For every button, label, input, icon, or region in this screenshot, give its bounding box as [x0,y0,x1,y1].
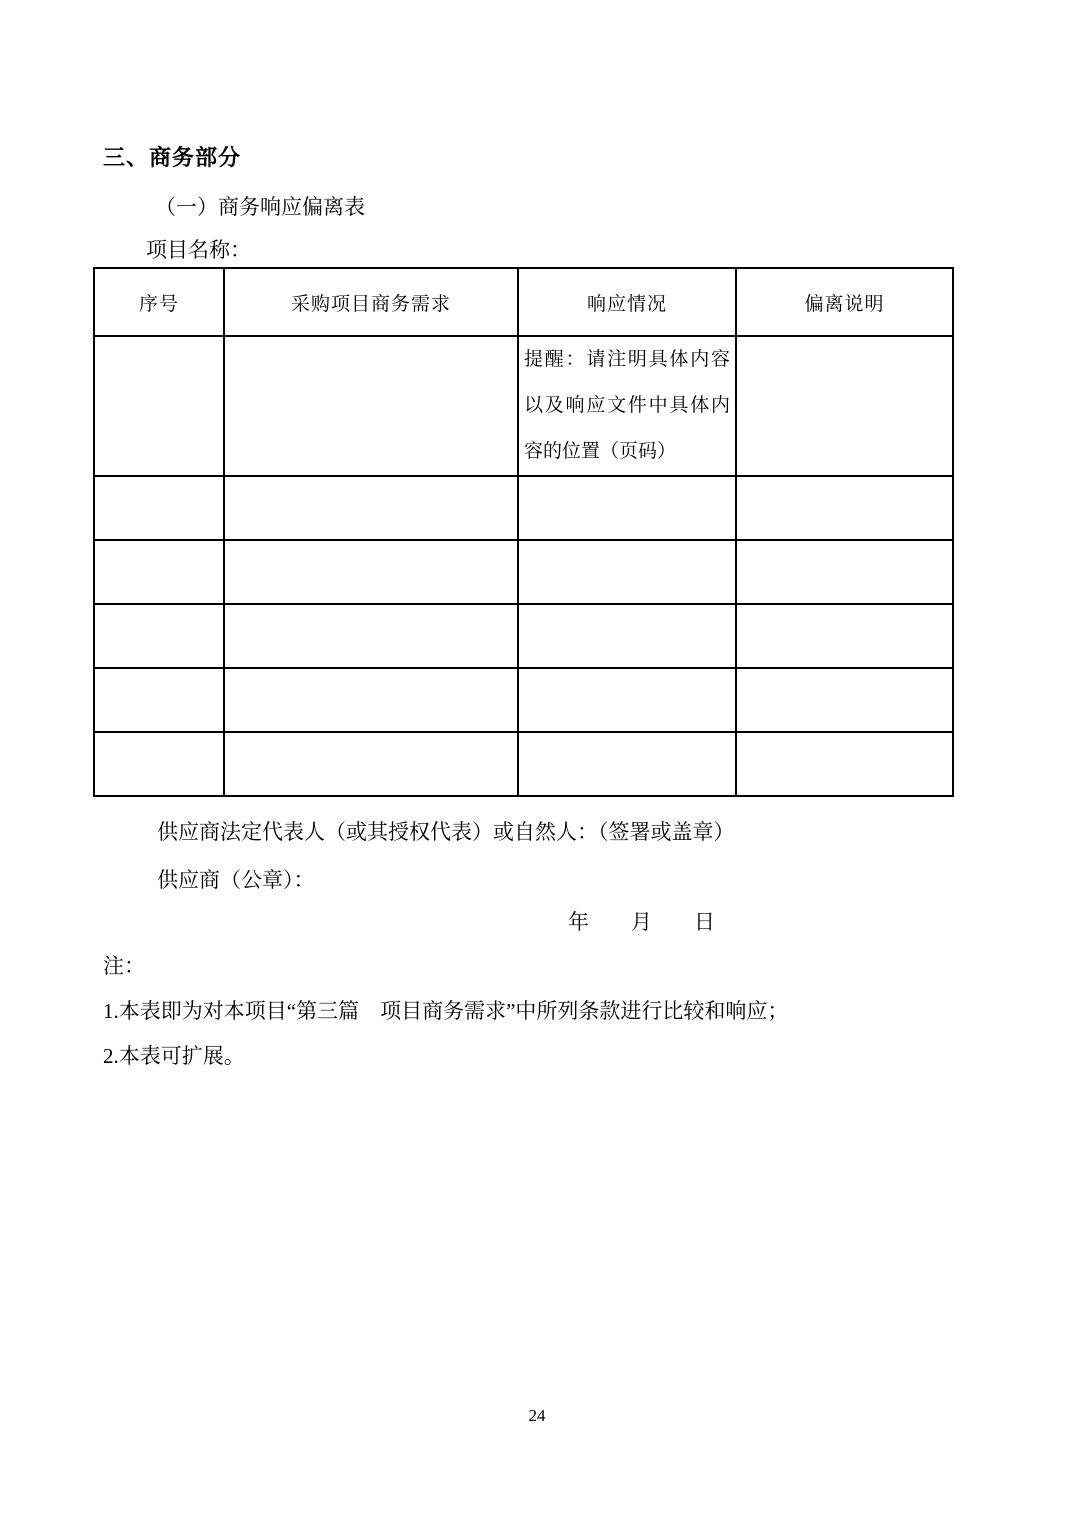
table-row [94,476,953,540]
column-header-requirement: 采购项目商务需求 [224,268,518,336]
table-cell [518,732,736,796]
table-cell [224,476,518,540]
page-number: 24 [528,1406,546,1425]
note-item-2: 2.本表可扩展。 [103,1044,245,1068]
table-cell [224,732,518,796]
table-cell [736,336,953,476]
table-row [94,668,953,732]
table-cell [94,540,224,604]
table-cell [736,604,953,668]
note-item-1: 1.本表即为对本项目“第三篇 项目商务需求”中所列条款进行比较和响应； [103,999,789,1023]
table-cell [94,476,224,540]
table-row [94,732,953,796]
table-cell [94,604,224,668]
table-row [94,604,953,668]
table-cell [518,476,736,540]
table-cell [518,668,736,732]
table-cell [736,476,953,540]
signature-supplier-seal-line: 供应商（公章）： [157,868,315,892]
table-cell [224,668,518,732]
date-line: 年 月 日 [568,910,715,934]
table-cell [224,540,518,604]
deviation-table [93,267,954,797]
table-cell [518,540,736,604]
column-header-response: 响应情况 [518,268,736,336]
table-cell [224,336,518,476]
column-header-deviation: 偏离说明 [736,268,953,336]
signature-representative-line: 供应商法定代表人（或其授权代表）或自然人：（签署或盖章） [157,820,735,844]
table-cell [94,732,224,796]
table-cell [94,668,224,732]
page-title: 三、商务部分 [103,145,242,170]
table-cell [736,668,953,732]
table-cell [518,604,736,668]
table-cell [736,540,953,604]
table-cell [224,604,518,668]
project-name-label: 项目名称： [146,238,251,262]
table-header-row [94,268,953,336]
table-cell [94,336,224,476]
section-subtitle: （一）商务响应偏离表 [155,195,365,219]
column-header-seq: 序号 [94,268,224,336]
notes-label: 注： [103,954,145,978]
table-row [94,336,953,476]
table-row [94,540,953,604]
reminder-text: 提醒：请注明具体内容以及响应文件中具体内容的位置（页码） [518,336,736,476]
table-cell [736,732,953,796]
